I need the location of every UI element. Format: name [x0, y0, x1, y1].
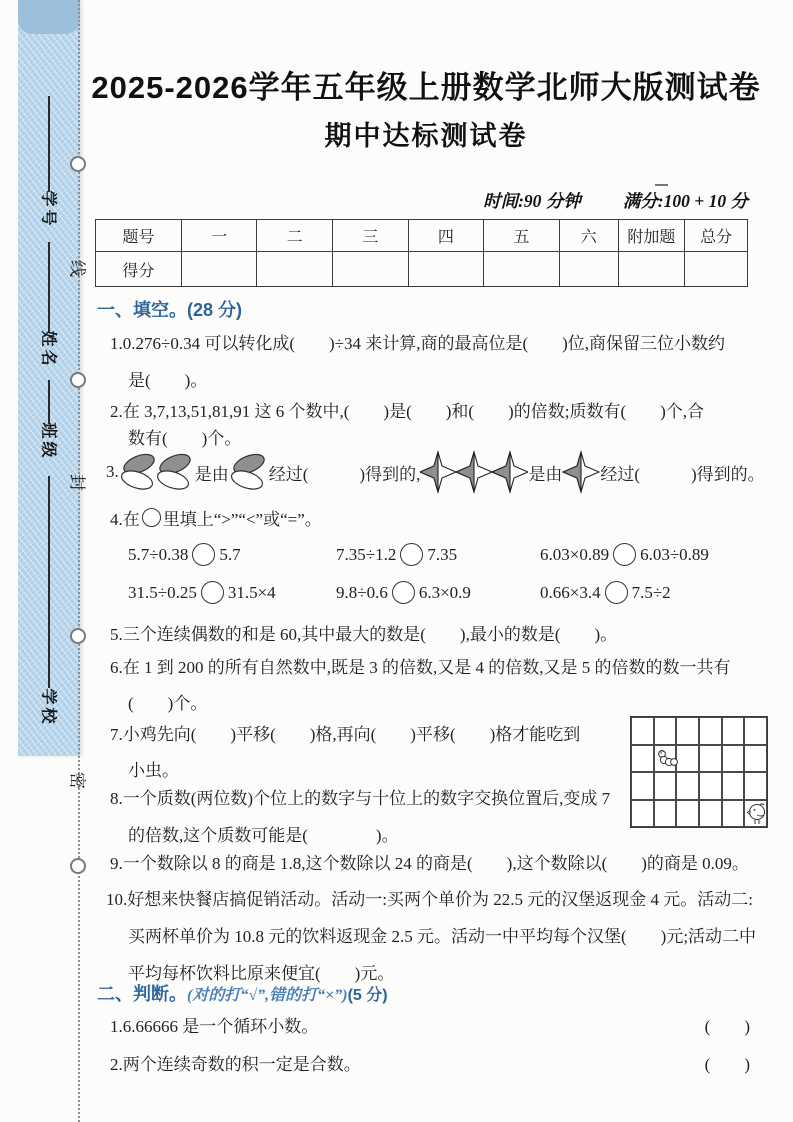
cmp-right: 31.5×4 [227, 582, 276, 602]
score-cell [484, 252, 560, 287]
compare-circle [201, 581, 224, 604]
grid-cell [744, 745, 767, 773]
translation-grid [630, 716, 768, 828]
grid-cell [631, 772, 654, 800]
cmp-right: 6.03÷0.89 [640, 544, 709, 564]
cmp-left: 0.66×3.4 [540, 582, 601, 602]
compare-circle [192, 543, 215, 566]
q7-line2: 小虫。 [128, 761, 179, 780]
q3-text-2: 经过( )得到的, [268, 464, 421, 484]
grid-cell [699, 717, 722, 745]
punch-hole [70, 156, 86, 172]
score-cell [333, 252, 409, 287]
tf-item-2: 2.两个连续奇数的积一定是合数。 [110, 1055, 361, 1074]
q8-line2: 的倍数,这个质数可能是( )。 [128, 826, 399, 845]
star-triple-figure [420, 450, 528, 494]
tf-answer-bracket-2: ( ) [704, 1055, 750, 1074]
comparison-item [128, 543, 241, 566]
fullscore-info: 满分:100 + 10 分 [622, 191, 748, 211]
grid-cell [676, 745, 699, 773]
star-unit-figure [562, 450, 600, 494]
q5-line: 5.三个连续偶数的和是 60,其中最大的数是( ),最小的数是( )。 [110, 625, 618, 644]
grid-cell [631, 800, 654, 828]
section2-heading-score: (5 分) [347, 987, 388, 1004]
score-cell [181, 252, 257, 287]
score-table-header-cell: 四 [408, 220, 484, 252]
tf-answer-bracket-1: ( ) [704, 1017, 750, 1036]
exam-info-line [340, 188, 748, 213]
score-table-header-cell: 二 [257, 220, 333, 252]
paper-title: 2025-2026学年五年级上册数学北师大版测试卷 [91, 70, 761, 105]
seal-char-mi: 密 [67, 772, 87, 789]
student-number-label: 学号 [39, 190, 57, 229]
seal-char-xian: 线 [67, 260, 87, 277]
q3-row [106, 450, 765, 494]
comparison-item [336, 581, 471, 604]
q10-line3: 平均每杯饮料比原来便宜( )元。 [128, 964, 395, 983]
compare-circle [142, 508, 161, 527]
score-table-header-row [96, 220, 748, 252]
grid-cell [676, 772, 699, 800]
grid-cell [654, 772, 677, 800]
q4-prefix: 4.在 [110, 509, 140, 529]
section2-heading [97, 980, 388, 1006]
worm-icon [656, 749, 678, 769]
grid-cell [699, 772, 722, 800]
score-table-header-cell: 附加题 [618, 220, 685, 252]
score-cell [257, 252, 333, 287]
cmp-left: 5.7÷0.38 [128, 544, 189, 564]
score-table [95, 219, 748, 287]
paper-subtitle: 期中达标测试卷 [324, 121, 528, 151]
comparison-item [336, 543, 457, 566]
score-table-header-cell: 题号 [96, 220, 182, 252]
compare-circle [400, 543, 423, 566]
score-table-header-cell: 总分 [685, 220, 748, 252]
class-label: 班级 [39, 422, 57, 461]
grid-cell [631, 745, 654, 773]
grid-cell [654, 717, 677, 745]
seal-strip-cap [18, 0, 80, 34]
q9-line: 9.一个数除以 8 的商是 1.8,这个数除以 24 的商是( ),这个数除以( )的商是 0.09。 [110, 854, 749, 873]
name-blank-line [48, 242, 50, 332]
punch-hole [70, 372, 86, 388]
cmp-right: 5.7 [219, 544, 241, 564]
score-table-header-cell: 六 [559, 220, 618, 252]
q4-suffix: 里填上“>”“<”或“=”。 [162, 509, 322, 529]
q3-text-3: 是由 [528, 464, 563, 484]
punch-hole [70, 858, 86, 874]
q2-line2: 数有( )个。 [128, 429, 242, 448]
q1-line2: 是( )。 [128, 371, 208, 390]
q2-line1: 2.在 3,7,13,51,81,91 这 6 个数中,( )是( )和( )的倍数;质数有( )个,合 [110, 402, 705, 421]
score-row-label: 得分 [96, 252, 182, 287]
score-cell [685, 252, 748, 287]
butterfly-pair-figure [119, 453, 195, 491]
cmp-left: 6.03×0.89 [540, 544, 610, 564]
score-cell [618, 252, 685, 287]
stray-mark [655, 184, 668, 186]
q3-number: 3. [106, 462, 119, 481]
grid-cell [744, 717, 767, 745]
score-cell [408, 252, 484, 287]
q10-line2: 买两杯单价为 10.8 元的饮料返现金 2.5 元。活动一中平均每个汉堡( )元;活动二中 [128, 927, 757, 946]
comparison-item [540, 543, 709, 566]
grid-cell [722, 717, 745, 745]
comparison-item [128, 581, 276, 604]
score-table-header-cell: 五 [484, 220, 560, 252]
score-cell [559, 252, 618, 287]
cmp-left: 31.5÷0.25 [128, 582, 197, 602]
q10-line1: 10.好想来快餐店搞促销活动。活动一:买两个单价为 22.5 元的汉堡返现金 4 元。活动二: [106, 890, 753, 909]
student-number-blank-line [48, 96, 50, 192]
score-table-header-cell: 一 [181, 220, 257, 252]
grid-cell [722, 745, 745, 773]
score-table-header-cell: 三 [333, 220, 409, 252]
q7-line1: 7.小鸡先向( )平移( )格,再向( )平移( )格才能吃到 [110, 725, 581, 744]
score-table-score-row [96, 252, 748, 287]
compare-circle [605, 581, 628, 604]
cmp-right: 6.3×0.9 [418, 582, 471, 602]
grid-cell [699, 745, 722, 773]
grid-cell [722, 772, 745, 800]
grid-cell [654, 800, 677, 828]
q4-row [110, 503, 322, 531]
q8-line1: 8.一个质数(两位数)个位上的数字与十位上的数字交换位置后,变成 7 [110, 789, 611, 808]
grid-cell [676, 717, 699, 745]
comparison-item [540, 581, 671, 604]
section2-heading-note: (对的打“√”,错的打“×”) [187, 987, 348, 1004]
q3-text-4: 经过( )得到的。 [600, 464, 765, 484]
compare-circle [613, 543, 636, 566]
time-info: 时间:90 分钟 [483, 191, 581, 211]
tf-item-1: 1.6.66666 是一个循环小数。 [110, 1017, 319, 1036]
cmp-left: 9.8÷0.6 [336, 582, 388, 602]
q1-line1: 1.0.276÷0.34 可以转化成( )÷34 来计算,商的最高位是( )位,商保留三位小数约 [110, 334, 726, 353]
grid-cell [631, 717, 654, 745]
grid-cell [722, 800, 745, 828]
grid-cell [699, 800, 722, 828]
seal-char-feng: 封 [67, 474, 87, 491]
chick-icon [747, 802, 767, 826]
school-label: 学校 [39, 688, 57, 727]
name-label: 姓名 [39, 330, 57, 369]
q6-line2: ( )个。 [128, 694, 208, 713]
cmp-left: 7.35÷1.2 [336, 544, 397, 564]
section2-heading-main: 二、判断。 [97, 984, 187, 1004]
butterfly-unit-figure [229, 453, 269, 491]
class-blank-line [48, 380, 50, 424]
cmp-right: 7.5÷2 [631, 582, 671, 602]
compare-circle [392, 581, 415, 604]
section1-heading: 一、填空。(28 分) [97, 300, 243, 320]
punch-hole [70, 628, 86, 644]
grid-cell [676, 800, 699, 828]
q6-line1: 6.在 1 到 200 的所有自然数中,既是 3 的倍数,又是 4 的倍数,又是 5 的倍数的数一共有 [110, 658, 731, 677]
school-blank-line [48, 476, 50, 688]
q3-text-1: 是由 [194, 464, 229, 484]
cmp-right: 7.35 [427, 544, 458, 564]
grid-cell [744, 772, 767, 800]
